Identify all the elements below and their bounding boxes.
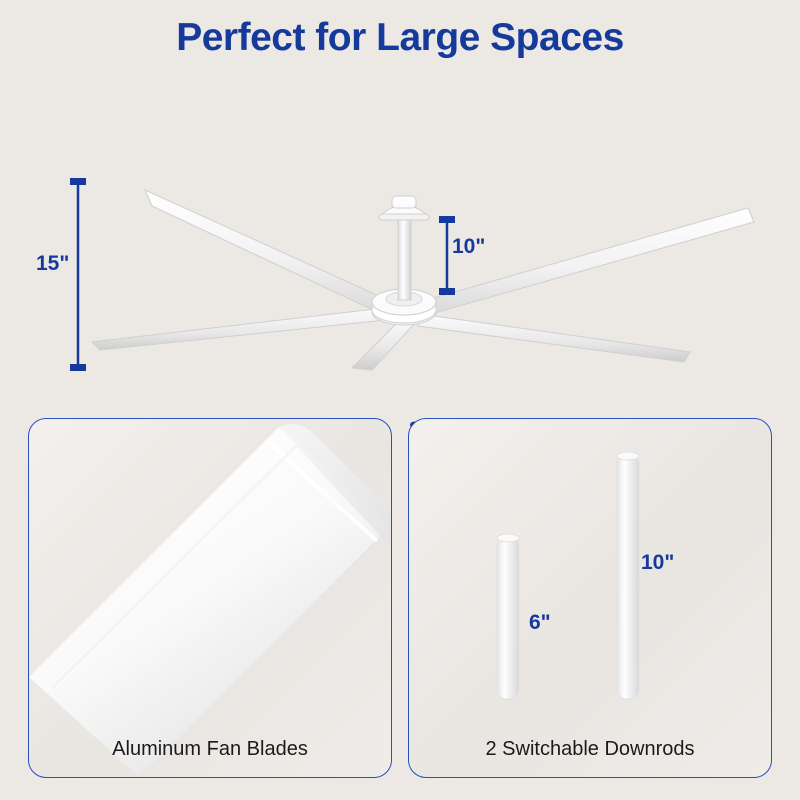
card-aluminum-fan-blades bbox=[28, 418, 392, 778]
feature-cards bbox=[28, 418, 772, 778]
dimension-label-height: 15" bbox=[36, 252, 70, 275]
card-switchable-downrods bbox=[408, 418, 772, 778]
downrod-label-long: 10" bbox=[641, 551, 675, 574]
ceiling-fan-diagram bbox=[0, 80, 800, 380]
aluminum-fan-blade-closeup bbox=[29, 419, 392, 777]
ceiling-fan-illustration bbox=[0, 80, 800, 380]
card-caption-blades: Aluminum Fan Blades bbox=[112, 738, 308, 760]
page-title: Perfect for Large Spaces bbox=[176, 16, 624, 59]
two-downrods-illustration bbox=[409, 419, 772, 777]
dimension-label-downrod: 10" bbox=[452, 235, 486, 258]
card-caption-downrods: 2 Switchable Downrods bbox=[485, 738, 695, 760]
downrod-label-short: 6" bbox=[529, 611, 551, 634]
